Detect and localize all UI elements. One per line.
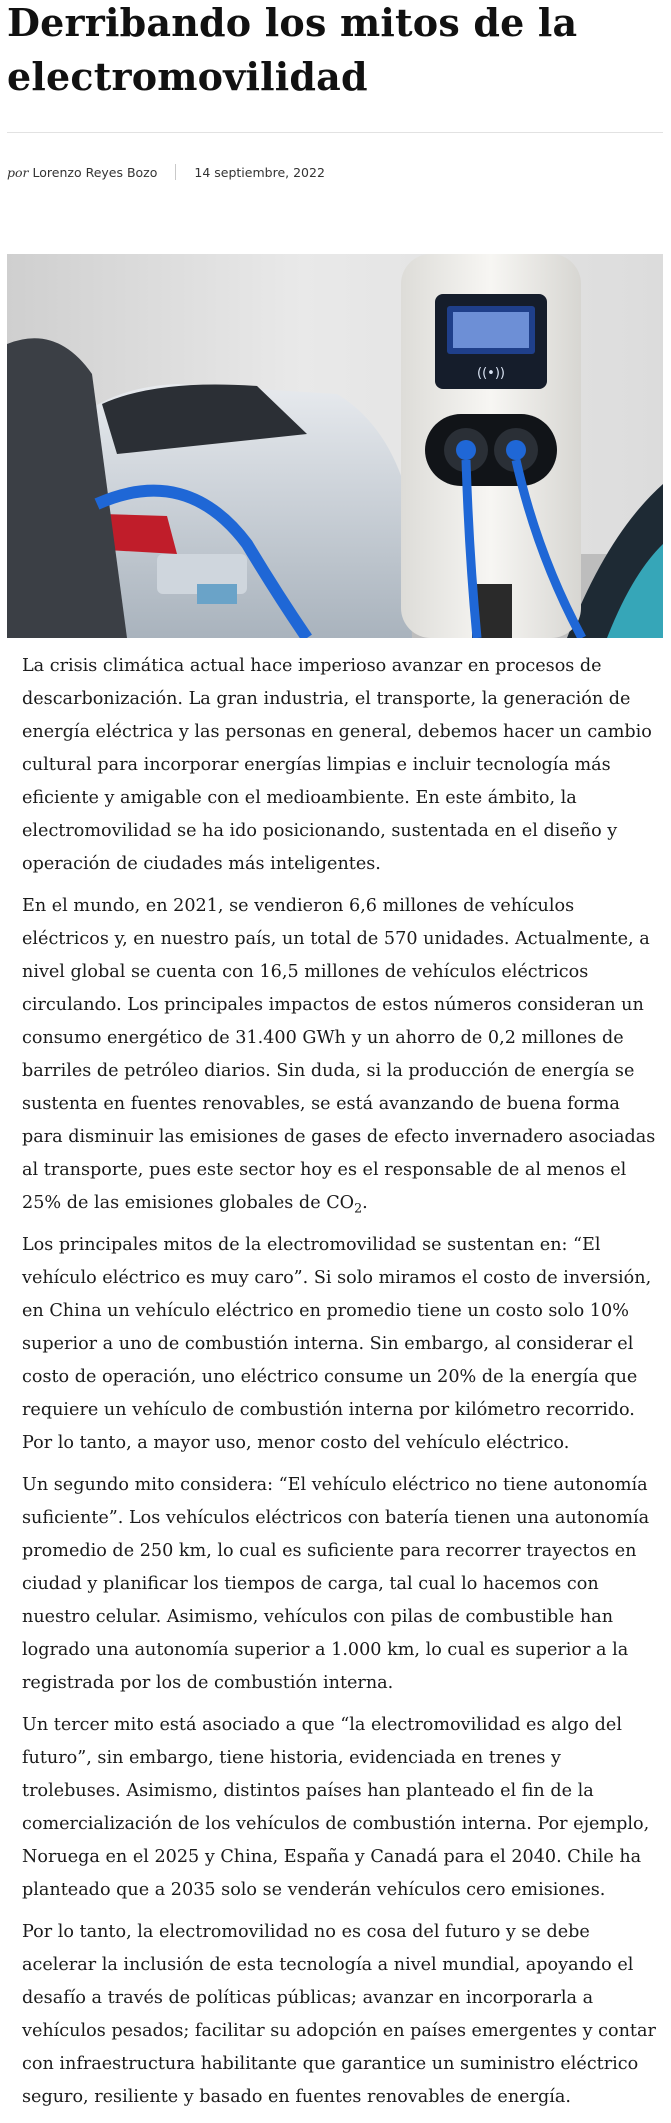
ev-charger-photo [7,254,663,638]
paragraph-2-text: En el mundo, en 2021, se vendieron 6,6 millones de vehículos eléctricos y, en nuestro país, un total de 570 unidades. Actualmente, a nivel global se cuenta con 16,5 millones de vehículos eléctricos circulando. Los principales impactos de estos números consideran un consumo energético de 31.400 GWh y un ahorro de 0,2 millones de barriles de petróleo diarios. Sin duda, si la producción de energía se sustenta en fuentes renovables, se está avanzando de buena forma para disminuir las emisiones de gases de efecto invernadero asociadas al transporte, pues este sector hoy es el responsable de al menos el 25% de las emisiones globales de CO [22,896,656,1213]
byline [7,160,325,184]
publish-date: 14 septiembre, 2022 [194,164,325,180]
svg-text:((•)): ((•)) [477,366,505,381]
article-body [22,650,662,2123]
paragraph-2-end: . [362,1193,368,1213]
title-divider [7,132,663,133]
paragraph-1: La crisis climática actual hace imperioso avanzar en procesos de descarbonización. La gran industria, el transporte, la generación de energía eléctrica y las personas en general, debemos hacer un cambio cultural para incorporar energías limpias e incluir tecnología más eficiente y amigable con el medioambiente. En este ámbito, la electromovilidad se ha ido posicionando, sustentada en el diseño y operación de ciudades más inteligentes. [22,656,652,874]
author-link[interactable]: Lorenzo Reyes Bozo [32,164,158,180]
co2-subscript: 2 [354,1200,363,1216]
hero-image [7,254,663,638]
byline-separator [175,164,176,180]
paragraph-3: Los principales mitos de la electromovilidad se sustentan en: “El vehículo eléctrico es muy caro”. Si solo miramos el costo de inversión, en China un vehículo eléctrico en promedio tiene un costo solo 10% superior a uno de combustión interna. Sin embargo, al considerar el costo de operación, uno eléctrico consume un 20% de la energía que requiere un vehículo de combustión interna por kilómetro recorrido. Por lo tanto, a mayor uso, menor costo del vehículo eléctrico. [22,1235,652,1453]
paragraph-6: Por lo tanto, la electromovilidad no es cosa del futuro y se debe acelerar la inclusión de esta tecnología a nivel mundial, apoyando el desafío a través de políticas públicas; avanzar en incorporarla a vehículos pesados; facilitar su adopción en países emergentes y contar con infraestructura habilitante que garantice un suministro eléctrico seguro, resiliente y basado en fuentes renovables de energía. [22,1922,656,2107]
article-title: Derribando los mitos de la electromovilidad [7,0,578,99]
paragraph-2 [22,890,662,1220]
paragraph-4: Un segundo mito considera: “El vehículo eléctrico no tiene autonomía suficiente”. Los vehículos eléctricos con batería tienen una autonomía promedio de 250 km, lo cual es suficiente para recorrer trayectos en ciudad y planificar los tiempos de carga, tal cual lo hacemos con nuestro celular. Asimismo, vehículos con pilas de combustible han logrado una autonomía superior a 1.000 km, lo cual es superior a la registrada por los de combustión interna. [22,1475,650,1693]
paragraph-5: Un tercer mito está asociado a que “la electromovilidad es algo del futuro”, sin embargo, tiene historia, evidenciada en trenes y trolebuses. Asimismo, distintos países han planteado el fin de la comercialización de los vehículos de combustión interna. Por ejemplo, Noruega en el 2025 y China, España y Canadá para el 2040. Chile ha planteado que a 2035 solo se venderán vehículos cero emisiones. [22,1715,650,1900]
byline-prefix: por [7,164,29,180]
